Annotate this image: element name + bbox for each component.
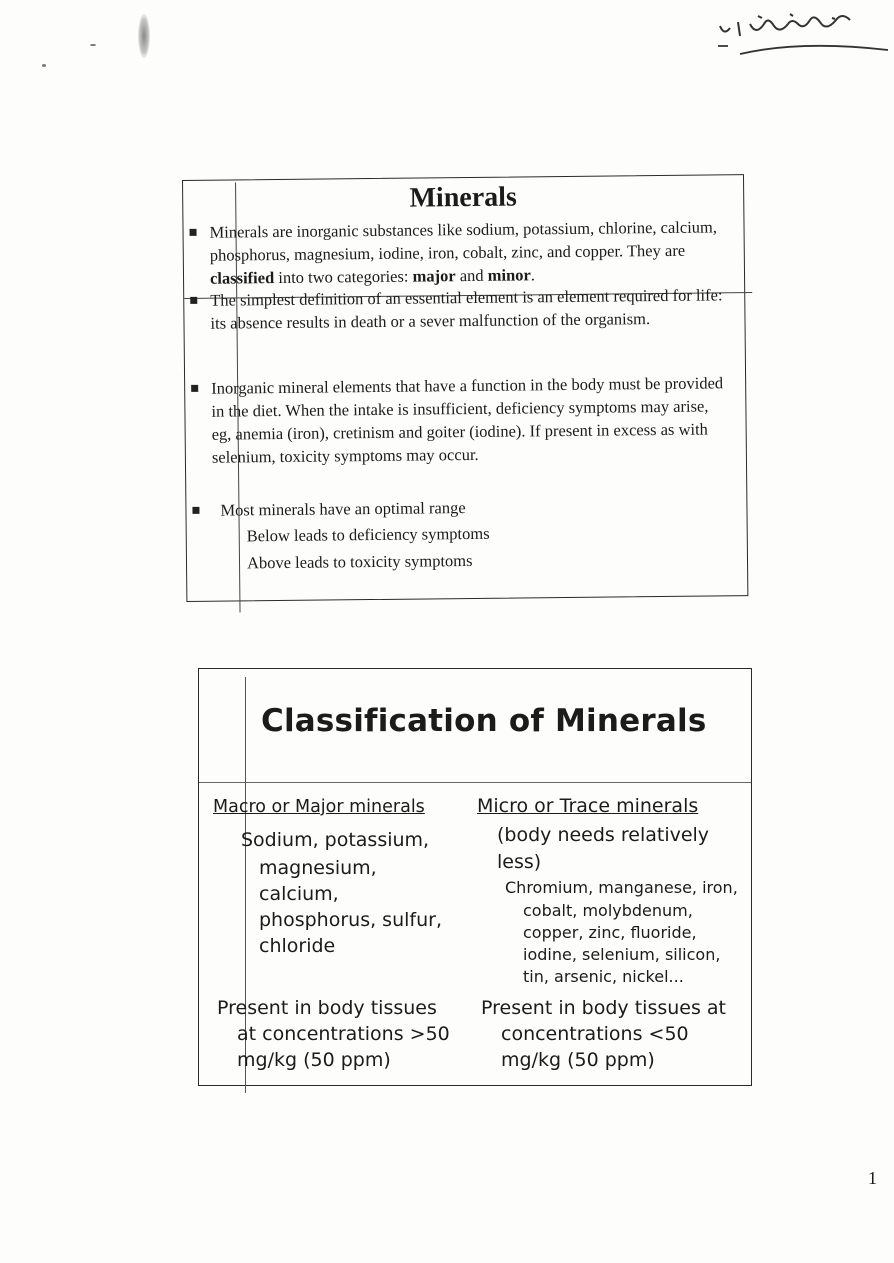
slide-minerals <box>182 174 748 602</box>
bullet-text: Minerals are inorganic substances like sodium, potassium, chlorine, calcium, phosphorus, magnesium, iodine, iron, cobalt, zinc, and copper. They are classified into two categories: major and minor. <box>209 217 718 288</box>
trace-note-line: (body needs relatively <box>497 824 710 846</box>
scan-speck <box>90 44 96 46</box>
page-number: 1 <box>868 1168 877 1188</box>
slide-classification <box>198 668 752 1086</box>
slide-title: Classification of Minerals <box>261 703 707 739</box>
trace-list-line: iodine, selenium, silicon, <box>523 945 721 964</box>
major-list-line: chloride <box>259 935 336 957</box>
bullet-text: Most minerals have an optimal range <box>220 498 466 520</box>
trace-list-line: tin, arsenic, nickel... <box>523 967 684 986</box>
sub-item-above: Above leads to toxicity symptoms <box>246 550 473 573</box>
title-divider <box>199 782 751 783</box>
major-presence-line: Present in body tissues <box>217 997 437 1019</box>
trace-list-line: cobalt, molybdenum, <box>523 901 693 920</box>
bullet-square-icon <box>190 297 197 304</box>
bullet-diet <box>191 371 728 469</box>
trace-presence-line: Present in body tissues at <box>481 997 727 1019</box>
scan-smudge <box>138 14 150 58</box>
trace-presence-line: mg/kg (50 ppm) <box>501 1049 655 1071</box>
handwritten-note <box>700 8 890 63</box>
bullet-essential <box>190 283 726 335</box>
bullet-square-icon <box>190 229 197 236</box>
scan-speck <box>42 64 46 67</box>
bullet-optimal-range <box>192 493 728 522</box>
major-list-line: Sodium, potassium, <box>241 829 430 851</box>
bullet-square-icon <box>192 507 199 514</box>
major-minerals-heading: Macro or Major minerals <box>213 797 425 817</box>
major-presence-line: at concentrations >50 <box>237 1023 450 1045</box>
bullet-text: The simplest definition of an essential element is an element required for life: its absence results in death or a sever malfunction of the organism. <box>210 285 723 333</box>
major-presence-line: mg/kg (50 ppm) <box>237 1049 391 1071</box>
bullet-definition <box>189 215 726 290</box>
trace-list-line: Chromium, manganese, iron, <box>505 878 738 897</box>
bullet-square-icon <box>191 385 198 392</box>
sub-item-below: Below leads to deficiency symptoms <box>246 523 490 546</box>
major-list-line: magnesium, <box>259 857 377 879</box>
trace-list-line: copper, zinc, fluoride, <box>523 923 697 942</box>
trace-minerals-heading: Micro or Trace minerals <box>477 795 699 817</box>
trace-note-line: less) <box>497 851 542 873</box>
major-list-line: phosphorus, sulfur, <box>259 909 442 931</box>
trace-presence-line: concentrations <50 <box>501 1023 689 1045</box>
slide-title: Minerals <box>409 181 518 214</box>
bullet-text: Inorganic mineral elements that have a function in the body must be provided in the diet. When the intake is insufficient, deficiency symptoms may arise, eg, anemia (iron), cretinism and goiter (iodine). If present in excess as with selenium, toxicity symptoms may occur. <box>211 373 724 467</box>
major-list-line: calcium, <box>259 883 339 905</box>
